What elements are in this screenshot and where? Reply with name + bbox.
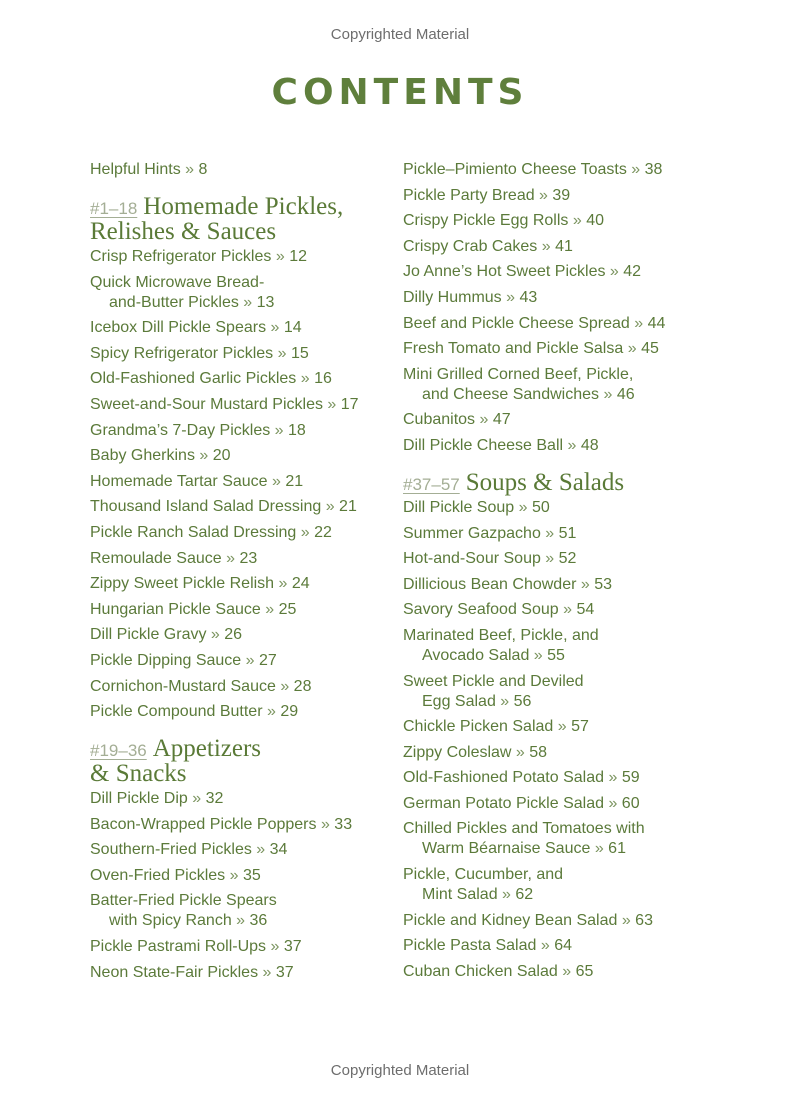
toc-entry-page: 61 bbox=[608, 840, 626, 858]
toc-entry-title: Marinated Beef, Pickle, and bbox=[403, 626, 599, 644]
toc-entry-page: 63 bbox=[635, 911, 653, 929]
toc-entry[interactable] bbox=[403, 549, 723, 569]
toc-entry-page: 50 bbox=[531, 498, 550, 516]
toc-entry[interactable] bbox=[90, 651, 390, 671]
toc-entry-page: 47 bbox=[492, 411, 511, 429]
toc-entry-title: Southern-Fried Pickles bbox=[90, 841, 252, 859]
toc-entry-page: 16 bbox=[314, 370, 332, 388]
page-separator: » bbox=[187, 790, 206, 808]
toc-entry[interactable] bbox=[403, 911, 723, 931]
copyright-notice-bottom: Copyrighted Material bbox=[330, 1062, 470, 1079]
toc-entry-title: Pickle Pastrami Roll-Ups bbox=[90, 938, 267, 956]
section-title-line2: Relishes & Sauces bbox=[90, 218, 277, 245]
toc-entry-page: 22 bbox=[314, 523, 332, 541]
page-separator: » bbox=[206, 626, 225, 644]
toc-entry-page: 34 bbox=[269, 841, 288, 859]
page-separator: » bbox=[529, 646, 548, 664]
toc-entry[interactable] bbox=[403, 794, 723, 814]
toc-entry-title: Sweet-and-Sour Mustard Pickles bbox=[90, 395, 323, 413]
toc-entry-page: 27 bbox=[259, 651, 277, 669]
page-separator: » bbox=[241, 651, 259, 669]
toc-entry-page: 32 bbox=[205, 790, 224, 808]
toc-entry-page: 18 bbox=[288, 421, 306, 439]
toc-entry-page: 51 bbox=[558, 524, 577, 542]
toc-entry-page: 12 bbox=[289, 248, 307, 265]
toc-entry[interactable] bbox=[403, 410, 723, 430]
section-title: Homemade Pickles, bbox=[143, 193, 344, 220]
toc-entry-title: Baby Gherkins bbox=[90, 447, 195, 465]
toc-entry-title: Mini Grilled Corned Beef, Pickle, bbox=[403, 365, 634, 383]
page-separator: » bbox=[225, 866, 243, 884]
page-separator: » bbox=[260, 600, 279, 618]
toc-left-column bbox=[90, 160, 390, 988]
toc-entry-title-continued: with Spicy Ranch bbox=[109, 912, 232, 930]
toc-entry-title: Homemade Tartar Sauce bbox=[90, 472, 268, 490]
page-separator: » bbox=[536, 937, 555, 955]
page-title: CONTENTS bbox=[271, 72, 529, 113]
toc-entry-page: 64 bbox=[554, 937, 572, 955]
toc-entry-title: Hot-and-Sour Soup bbox=[403, 550, 541, 568]
toc-entry-page: 14 bbox=[283, 319, 302, 337]
toc-entry[interactable] bbox=[90, 625, 390, 645]
toc-entry-page: 45 bbox=[641, 340, 659, 358]
page-separator: » bbox=[231, 912, 250, 930]
toc-entry-page: 39 bbox=[552, 186, 571, 204]
page-separator: » bbox=[194, 447, 213, 465]
toc-entry-title-continued: and-Butter Pickles bbox=[109, 293, 239, 311]
toc-entry-page: 37 bbox=[283, 938, 302, 956]
toc-entry-page: 43 bbox=[519, 288, 538, 306]
toc-entry[interactable] bbox=[403, 262, 723, 282]
page-separator: » bbox=[629, 314, 648, 332]
toc-entry-title: Pickle, Cucumber, and bbox=[403, 866, 564, 884]
toc-entry-title-line2 bbox=[403, 839, 723, 859]
toc-entry-title: Cuban Chicken Salad bbox=[403, 962, 558, 980]
page-separator: » bbox=[617, 911, 636, 929]
page-separator: » bbox=[568, 212, 587, 230]
toc-entry-title: Dillicious Bean Chowder bbox=[403, 575, 577, 593]
page-separator: » bbox=[262, 703, 281, 721]
toc-entry-page: 8 bbox=[198, 161, 208, 178]
toc-entry-title: Remoulade Sauce bbox=[90, 549, 222, 567]
toc-entry-title: Dill Pickle Dip bbox=[90, 790, 188, 808]
toc-entry[interactable] bbox=[90, 273, 390, 313]
section-range: #19–36 bbox=[90, 741, 147, 761]
toc-entry[interactable] bbox=[90, 937, 390, 957]
page-separator: » bbox=[514, 498, 532, 516]
page-separator: » bbox=[267, 472, 286, 490]
section-heading-soups-salads bbox=[403, 470, 723, 495]
toc-entry[interactable] bbox=[403, 717, 723, 737]
toc-entry-page: 28 bbox=[293, 677, 312, 695]
toc-entry-title-continued: Mint Salad bbox=[422, 886, 498, 904]
section-heading-appetizers bbox=[90, 736, 390, 786]
toc-entry-title: Grandma’s 7-Day Pickles bbox=[90, 421, 271, 439]
toc-entry-title: Beef and Pickle Cheese Spread bbox=[403, 314, 630, 332]
toc-entry-title: Spicy Refrigerator Pickles bbox=[90, 344, 274, 362]
toc-entry-page: 57 bbox=[571, 718, 589, 736]
toc-entry[interactable] bbox=[90, 247, 390, 267]
page-separator: » bbox=[557, 962, 576, 980]
toc-entry[interactable] bbox=[90, 963, 390, 983]
toc-entry-page: 59 bbox=[621, 769, 640, 787]
toc-entry-page: 60 bbox=[621, 794, 640, 812]
toc-entry-title: Zippy Coleslaw bbox=[403, 743, 512, 761]
toc-entry-page: 33 bbox=[334, 815, 353, 833]
toc-entry-page: 46 bbox=[616, 385, 635, 403]
toc-entry-title: Pickle Compound Butter bbox=[90, 703, 263, 721]
page-separator: » bbox=[266, 938, 284, 956]
toc-entry-page: 21 bbox=[285, 472, 304, 490]
toc-entry[interactable] bbox=[403, 524, 723, 544]
toc-entry-page: 24 bbox=[291, 575, 310, 593]
toc-entry[interactable] bbox=[403, 365, 723, 405]
toc-entry-title: Neon State-Fair Pickles bbox=[90, 963, 259, 981]
toc-entry-title: Pickle and Kidney Bean Salad bbox=[403, 911, 618, 929]
toc-entry-title: Dill Pickle Gravy bbox=[90, 626, 207, 644]
toc-entry-page: 35 bbox=[242, 866, 261, 884]
toc-entry-page: 23 bbox=[239, 549, 258, 567]
toc-entry-page: 36 bbox=[249, 912, 268, 930]
page-separator: » bbox=[296, 370, 315, 388]
page-separator: » bbox=[553, 718, 572, 736]
section-entries-soups-salads bbox=[403, 498, 723, 982]
page-separator: » bbox=[258, 963, 276, 981]
page-separator: » bbox=[590, 840, 609, 858]
page-separator: » bbox=[321, 498, 340, 516]
toc-entry-page: 13 bbox=[256, 293, 275, 311]
toc-entry[interactable] bbox=[403, 160, 723, 180]
toc-entry-page: 53 bbox=[594, 575, 613, 593]
toc-entry-page: 55 bbox=[547, 646, 565, 664]
toc-entry-title: Pickle Dipping Sauce bbox=[90, 651, 242, 669]
section-entries-appetizers-continued bbox=[403, 160, 723, 456]
toc-entry-helpful-hints[interactable] bbox=[90, 160, 390, 180]
page-separator: » bbox=[599, 385, 617, 403]
toc-entry-title-line2 bbox=[90, 911, 390, 931]
toc-entry-title: Old-Fashioned Potato Salad bbox=[403, 769, 605, 787]
toc-entry-title: Jo Anne’s Hot Sweet Pickles bbox=[403, 263, 606, 281]
page-separator: » bbox=[495, 692, 514, 710]
page-separator: » bbox=[238, 293, 257, 311]
toc-entry[interactable] bbox=[403, 600, 723, 620]
page-separator: » bbox=[497, 886, 516, 904]
toc-entry[interactable] bbox=[403, 672, 723, 712]
section-range: #37–57 bbox=[403, 474, 460, 494]
toc-entry-title: Pickle Party Bread bbox=[403, 186, 535, 204]
toc-entry-title: Crispy Crab Cakes bbox=[403, 237, 538, 255]
toc-entry[interactable] bbox=[90, 318, 390, 338]
toc-entry-page: 48 bbox=[580, 436, 599, 454]
toc-entry-title: Batter-Fried Pickle Spears bbox=[90, 892, 277, 910]
toc-entry[interactable] bbox=[90, 600, 390, 620]
toc-entry[interactable] bbox=[90, 446, 390, 466]
toc-entry-page: 20 bbox=[212, 447, 231, 465]
toc-entry-title: Crisp Refrigerator Pickles bbox=[90, 248, 272, 265]
toc-entry[interactable] bbox=[403, 288, 723, 308]
toc-entry-page: 26 bbox=[224, 626, 243, 644]
toc-entry-title-line2 bbox=[403, 692, 723, 712]
toc-entry[interactable] bbox=[403, 186, 723, 206]
toc-entry[interactable] bbox=[90, 677, 390, 697]
page-separator: » bbox=[316, 815, 335, 833]
toc-entry-title: Fresh Tomato and Pickle Salsa bbox=[403, 340, 624, 358]
toc-entry-page: 29 bbox=[280, 703, 299, 721]
toc-entry[interactable] bbox=[403, 498, 723, 518]
toc-entry-page: 41 bbox=[555, 237, 573, 255]
toc-entry[interactable] bbox=[403, 211, 723, 231]
page-separator: » bbox=[274, 575, 292, 593]
toc-entry[interactable] bbox=[90, 549, 390, 569]
toc-entry-title: Icebox Dill Pickle Spears bbox=[90, 319, 267, 337]
toc-entry-title-line2 bbox=[403, 885, 723, 905]
toc-entry-title-continued: Warm Béarnaise Sauce bbox=[422, 840, 591, 858]
toc-entry-title: German Potato Pickle Salad bbox=[403, 794, 604, 812]
toc-entry[interactable] bbox=[403, 237, 723, 257]
toc-entry-title-line2 bbox=[90, 293, 390, 313]
toc-entry-page: 62 bbox=[515, 886, 534, 904]
toc-entry[interactable] bbox=[90, 523, 390, 543]
page-separator: » bbox=[273, 344, 291, 362]
page-separator: » bbox=[275, 677, 294, 695]
toc-entry-title-continued: and Cheese Sandwiches bbox=[422, 385, 600, 403]
page-separator: » bbox=[270, 421, 289, 439]
toc-entry-title: Dilly Hummus bbox=[403, 288, 502, 306]
section-title: Soups & Salads bbox=[465, 468, 625, 496]
toc-entry-page: 42 bbox=[623, 263, 642, 281]
toc-entry-page: 15 bbox=[290, 344, 309, 362]
toc-entry[interactable] bbox=[403, 936, 723, 956]
copyright-notice-top: Copyrighted Material bbox=[330, 26, 470, 43]
toc-entry-title: Helpful Hints bbox=[90, 161, 181, 178]
toc-entry[interactable] bbox=[403, 626, 723, 666]
page-separator: » bbox=[537, 237, 556, 255]
toc-entry-title: Quick Microwave Bread- bbox=[90, 273, 265, 291]
toc-entry[interactable] bbox=[90, 472, 390, 492]
toc-entry-title-continued: Avocado Salad bbox=[422, 646, 530, 664]
toc-entry-title: Savory Seafood Soup bbox=[403, 601, 559, 619]
toc-entry[interactable] bbox=[90, 395, 390, 415]
toc-entry[interactable] bbox=[403, 743, 723, 763]
toc-entry[interactable] bbox=[90, 344, 390, 364]
section-range: #1–18 bbox=[90, 199, 138, 218]
page-separator: » bbox=[501, 288, 520, 306]
toc-entry-page: 40 bbox=[586, 212, 604, 230]
toc-entry-page: 37 bbox=[275, 963, 294, 981]
section-entries-appetizers bbox=[90, 789, 390, 983]
page-separator: » bbox=[251, 841, 270, 859]
page-separator: » bbox=[605, 263, 624, 281]
toc-entry-title: Cornichon-Mustard Sauce bbox=[90, 677, 276, 695]
toc-entry-title: Dill Pickle Soup bbox=[403, 498, 515, 516]
toc-entry-page: 44 bbox=[647, 314, 666, 332]
toc-entry-title: Pickle Pasta Salad bbox=[403, 937, 537, 955]
toc-entry[interactable] bbox=[90, 702, 390, 722]
toc-entry-title-line2 bbox=[403, 385, 723, 405]
toc-entry[interactable] bbox=[90, 421, 390, 441]
page-separator: » bbox=[540, 524, 559, 542]
toc-right-column bbox=[403, 160, 723, 987]
toc-entry-title-line2 bbox=[403, 646, 723, 666]
toc-entry[interactable] bbox=[403, 339, 723, 359]
toc-entry-title: Zippy Sweet Pickle Relish bbox=[90, 575, 275, 593]
page-separator: » bbox=[185, 161, 199, 178]
toc-entry-page: 21 bbox=[339, 498, 357, 516]
toc-entry[interactable] bbox=[90, 369, 390, 389]
toc-entry[interactable] bbox=[403, 768, 723, 788]
toc-entry-title: Hungarian Pickle Sauce bbox=[90, 600, 261, 618]
page-separator: » bbox=[563, 436, 581, 454]
toc-entry-page: 38 bbox=[644, 161, 663, 178]
toc-entry-title: Old-Fashioned Garlic Pickles bbox=[90, 370, 297, 388]
page-separator: » bbox=[540, 550, 559, 568]
toc-entry[interactable] bbox=[403, 436, 723, 456]
toc-entry-title: Oven-Fried Pickles bbox=[90, 866, 226, 884]
toc-entry-page: 54 bbox=[576, 601, 595, 619]
toc-entry[interactable] bbox=[90, 574, 390, 594]
toc-entry-title: Thousand Island Salad Dressing bbox=[90, 498, 322, 516]
toc-entry[interactable] bbox=[90, 840, 390, 860]
page-separator: » bbox=[271, 248, 290, 265]
toc-entry[interactable] bbox=[90, 789, 390, 809]
page-separator: » bbox=[322, 395, 341, 413]
toc-entry-title: Summer Gazpacho bbox=[403, 524, 541, 542]
toc-entry-page: 52 bbox=[558, 550, 577, 568]
toc-entry-title: Pickle Ranch Salad Dressing bbox=[90, 523, 297, 541]
toc-entry[interactable] bbox=[403, 962, 723, 982]
page-separator: » bbox=[475, 411, 493, 429]
section-title-line2: & Snacks bbox=[90, 760, 187, 788]
toc-entry[interactable] bbox=[403, 865, 723, 905]
toc-entry[interactable] bbox=[403, 314, 723, 334]
page-separator: » bbox=[534, 186, 553, 204]
toc-entry[interactable] bbox=[403, 575, 723, 595]
page-separator: » bbox=[604, 769, 622, 787]
toc-entry-title: Crispy Pickle Egg Rolls bbox=[403, 212, 569, 230]
section-title: Appetizers bbox=[152, 735, 262, 763]
toc-entry-title: Pickle–Pimiento Cheese Toasts bbox=[403, 161, 627, 178]
page-separator: » bbox=[221, 549, 240, 567]
page-separator: » bbox=[576, 575, 595, 593]
toc-entry-title-continued: Egg Salad bbox=[422, 692, 496, 710]
toc-entry[interactable] bbox=[90, 815, 390, 835]
page-separator: » bbox=[511, 743, 530, 761]
toc-entry-page: 56 bbox=[513, 692, 532, 710]
toc-entry[interactable] bbox=[90, 497, 390, 517]
toc-entry[interactable] bbox=[90, 866, 390, 886]
toc-entry-page: 58 bbox=[529, 743, 548, 761]
toc-entry-page: 65 bbox=[575, 962, 594, 980]
page-separator: » bbox=[296, 523, 315, 541]
page-separator: » bbox=[266, 319, 284, 337]
toc-entry[interactable] bbox=[403, 819, 723, 859]
toc-entry-title: Cubanitos bbox=[403, 411, 476, 429]
toc-entry-title: Chickle Picken Salad bbox=[403, 718, 554, 736]
page-separator: » bbox=[558, 601, 577, 619]
page-separator: » bbox=[623, 340, 642, 358]
toc-entry-page: 17 bbox=[340, 395, 359, 413]
section-heading-homemade-pickles bbox=[90, 194, 390, 244]
toc-entry-page: 25 bbox=[278, 600, 297, 618]
page-separator: » bbox=[604, 794, 622, 812]
toc-entry-title: Sweet Pickle and Deviled bbox=[403, 672, 584, 690]
toc-entry-title: Dill Pickle Cheese Ball bbox=[403, 436, 564, 454]
section-entries-homemade-pickles bbox=[90, 247, 390, 722]
toc-entry-title: Chilled Pickles and Tomatoes with bbox=[403, 820, 645, 838]
toc-entry[interactable] bbox=[90, 891, 390, 931]
toc-entry-title: Bacon-Wrapped Pickle Poppers bbox=[90, 815, 317, 833]
page-separator: » bbox=[626, 161, 645, 178]
